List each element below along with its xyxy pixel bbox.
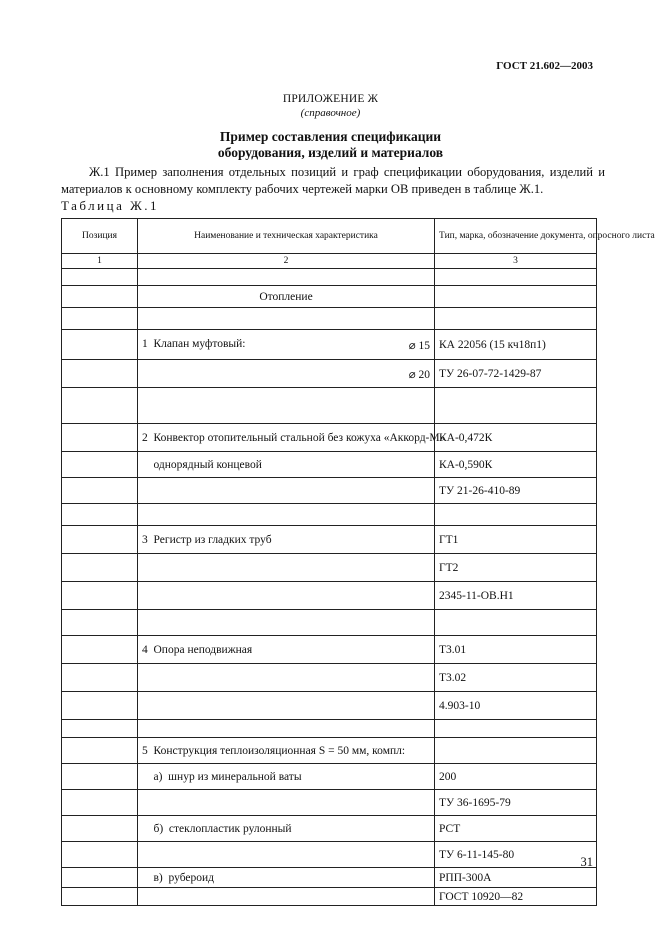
cell-type: ТУ 26-07-72-1429-87	[435, 360, 597, 388]
cell-name	[138, 504, 435, 526]
cell-name	[138, 582, 435, 610]
page-number: 31	[580, 855, 593, 869]
cell-type: 4.903-10	[435, 692, 597, 720]
cell-position	[62, 720, 138, 738]
table-row	[62, 478, 597, 504]
cell-name	[138, 764, 435, 790]
cell-type: ГТ1	[435, 526, 597, 554]
table-caption: Таблица Ж.1	[61, 198, 159, 213]
column-number-row	[62, 254, 597, 269]
table-row	[62, 636, 597, 664]
cell-type: КА 22056 (15 кч18п1)	[435, 330, 597, 360]
cell-name-text: 2 Конвектор отопительный стальной без кожуха «Аккорд-М»	[142, 431, 446, 444]
cell-type	[435, 738, 597, 764]
table-row	[62, 286, 597, 308]
cell-position	[62, 790, 138, 816]
table-row	[62, 330, 597, 360]
document-code: ГОСТ 21.602—2003	[496, 60, 593, 72]
table-row	[62, 692, 597, 720]
column-number: 3	[435, 254, 597, 269]
cell-name	[138, 269, 435, 286]
table-row	[62, 504, 597, 526]
table-row	[62, 816, 597, 842]
table-row	[62, 868, 597, 888]
table-row	[62, 424, 597, 452]
table-row	[62, 388, 597, 424]
cell-position	[62, 478, 138, 504]
column-number: 2	[138, 254, 435, 269]
cell-name	[138, 286, 435, 308]
cell-type: КА-0,472К	[435, 424, 597, 452]
column-number: 1	[62, 254, 138, 269]
cell-position	[62, 554, 138, 582]
cell-name	[138, 424, 446, 452]
cell-type: ГОСТ 10920—82	[435, 888, 597, 906]
intro-paragraph: Ж.1 Пример заполнения отдельных позиций и граф спецификации оборудования, изделий и материалов к основному комплекту рабочих чертежей марки ОВ приведен в таблице Ж.1.	[61, 165, 605, 196]
cell-position	[62, 286, 138, 308]
table-row	[62, 582, 597, 610]
cell-name-text: в) рубероид	[142, 871, 215, 884]
cell-name	[138, 816, 435, 842]
cell-name	[138, 360, 435, 388]
cell-type: Т3.01	[435, 636, 597, 664]
cell-name	[138, 388, 435, 424]
appendix-title: ПРИЛОЖЕНИЕ Ж	[282, 93, 379, 105]
column-header-name: Наименование и техническая характеристика	[138, 219, 435, 254]
cell-position	[62, 330, 138, 360]
cell-name	[138, 720, 435, 738]
cell-name-text: 3 Регистр из гладких труб	[142, 533, 272, 546]
table-row	[62, 269, 597, 286]
cell-name-text: 1 Клапан муфтовый:	[142, 337, 246, 350]
cell-type: РСТ	[435, 816, 597, 842]
cell-type: РПП-300А	[435, 868, 597, 888]
cell-position	[62, 424, 138, 452]
heading-line-2: оборудования, изделий и материалов	[217, 145, 444, 160]
cell-position	[62, 504, 138, 526]
cell-name	[138, 636, 435, 664]
cell-type: ТУ 21-26-410-89	[435, 478, 597, 504]
cell-position	[62, 526, 138, 554]
cell-position	[62, 582, 138, 610]
cell-name-text: а) шнур из минеральной ваты	[142, 770, 302, 783]
cell-type	[435, 610, 597, 636]
cell-position	[62, 636, 138, 664]
table-row	[62, 308, 597, 330]
cell-type	[435, 388, 597, 424]
cell-type: ГТ2	[435, 554, 597, 582]
cell-diameter: ⌀ 20	[408, 368, 430, 381]
cell-position	[62, 610, 138, 636]
cell-name	[138, 842, 435, 868]
column-header-position: Позиция	[62, 219, 138, 254]
cell-type: КА-0,590К	[435, 452, 597, 478]
cell-name-text: 4 Опора неподвижная	[142, 643, 253, 656]
table-row	[62, 738, 597, 764]
table-header-row	[62, 219, 597, 254]
cell-name-text: 5 Конструкция теплоизоляционная S = 50 мм, компл:	[142, 744, 406, 757]
table-row	[62, 764, 597, 790]
cell-type	[435, 308, 597, 330]
heading-line-1: Пример составления спецификации	[219, 129, 442, 144]
cell-type: ТУ 36-1695-79	[435, 790, 597, 816]
table-row	[62, 526, 597, 554]
column-header-type: Тип, марка, обозначение документа, опросного листа	[435, 219, 597, 254]
table-row	[62, 664, 597, 692]
section-heading	[0, 129, 661, 161]
table-row	[62, 360, 597, 388]
cell-name-text: б) стеклопластик рулонный	[142, 822, 292, 835]
cell-name	[138, 452, 435, 478]
specification-table	[61, 218, 655, 906]
cell-position	[62, 888, 138, 906]
table-row	[62, 720, 597, 738]
table-row	[62, 610, 597, 636]
cell-name	[138, 554, 435, 582]
cell-position	[62, 452, 138, 478]
cell-position	[62, 738, 138, 764]
table-row	[62, 790, 597, 816]
table-row	[62, 452, 597, 478]
cell-type: 2345-11-ОВ.Н1	[435, 582, 597, 610]
appendix-subtitle: (справочное)	[300, 107, 361, 119]
cell-position	[62, 664, 138, 692]
cell-name	[138, 888, 435, 906]
cell-type	[435, 269, 597, 286]
cell-position	[62, 360, 138, 388]
cell-name-text: однорядный концевой	[142, 458, 262, 471]
cell-name	[138, 330, 435, 360]
cell-name	[138, 610, 435, 636]
cell-position	[62, 269, 138, 286]
cell-position	[62, 816, 138, 842]
cell-name	[138, 790, 435, 816]
cell-position	[62, 388, 138, 424]
cell-diameter: ⌀ 15	[408, 339, 430, 352]
cell-position	[62, 308, 138, 330]
cell-position	[62, 842, 138, 868]
cell-type: ТУ 6-11-145-80	[435, 842, 597, 868]
cell-name	[138, 868, 435, 888]
cell-type	[435, 286, 597, 308]
cell-position	[62, 764, 138, 790]
cell-name	[138, 308, 435, 330]
cell-name	[138, 664, 435, 692]
cell-type	[435, 720, 597, 738]
cell-name	[138, 738, 435, 764]
cell-name	[138, 526, 435, 554]
table-row	[62, 554, 597, 582]
cell-name	[138, 692, 435, 720]
cell-position	[62, 692, 138, 720]
cell-type: Т3.02	[435, 664, 597, 692]
cell-position	[62, 868, 138, 888]
cell-name	[138, 478, 435, 504]
table-row	[62, 888, 597, 906]
cell-name-text: Отопление	[259, 290, 313, 303]
cell-type: 200	[435, 764, 597, 790]
table-row	[62, 842, 597, 868]
cell-type	[435, 504, 597, 526]
